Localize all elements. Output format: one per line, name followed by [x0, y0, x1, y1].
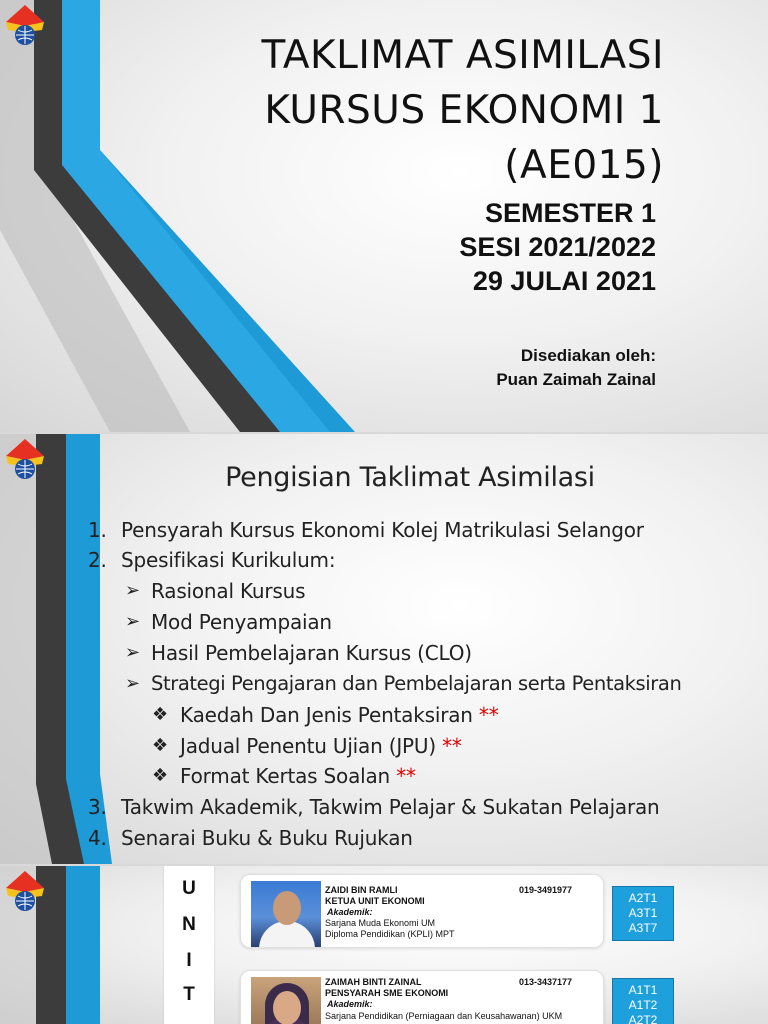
staff-role: KETUA UNIT EKONOMI	[325, 896, 425, 906]
group-code: A3T1	[628, 906, 658, 920]
staff-name: ZAIDI BIN RAMLI	[325, 885, 398, 895]
college-logo-icon	[2, 2, 48, 48]
group-code: A3T7	[628, 921, 658, 935]
asterisk-marker: **	[478, 703, 499, 727]
title-line-2: KURSUS EKONOMI 1	[264, 88, 664, 133]
staff-phone: 013-3437177	[519, 977, 573, 987]
staff-slide	[0, 866, 768, 1024]
diamond-bullet-icon: ❖	[152, 704, 168, 725]
presentation-title	[204, 28, 664, 193]
staff-role: PENSYARAH SME EKONOMI	[325, 988, 449, 998]
author-block	[336, 344, 656, 392]
item-text: Rasional Kursus	[151, 579, 306, 603]
item-text: Pensyarah Kursus Ekonomi Kolej Matrikulasi Selangor	[121, 518, 644, 542]
item-text: Format Kertas Soalan	[180, 764, 391, 788]
class-group-badge	[612, 978, 674, 1024]
semester-text: SEMESTER 1	[484, 198, 656, 228]
group-code: A2T1	[628, 891, 658, 905]
qualification: Sarjana Muda Ekonomi UM	[325, 918, 436, 928]
unit-vertical-label	[164, 866, 214, 1024]
item-text: Senarai Buku & Buku Rujukan	[121, 826, 413, 850]
unit-letter: U	[182, 878, 196, 899]
staff-phone: 019-3491977	[519, 885, 573, 895]
group-code: A1T2	[628, 998, 658, 1012]
class-group-badge	[612, 886, 674, 941]
item-text: Spesifikasi Kurikulum:	[121, 548, 336, 572]
staff-name: ZAIMAH BINTI ZAINAL	[325, 977, 422, 987]
asterisk-marker: **	[396, 764, 416, 788]
staff-card	[240, 874, 604, 948]
presentation-subtitle	[256, 196, 656, 298]
arrow-bullet-icon: ➢	[125, 673, 140, 694]
agenda-title: Pengisian Taklimat Asimilasi	[225, 462, 595, 493]
item-number: 2.	[88, 548, 107, 572]
item-text: Jadual Penentu Ujian (JPU)	[180, 734, 436, 758]
agenda-list	[0, 434, 768, 864]
prepared-by-label: Disediakan oleh:	[520, 346, 656, 365]
staff-card	[240, 970, 604, 1024]
unit-letter: T	[183, 984, 195, 1005]
group-code: A1T1	[628, 983, 658, 997]
arrow-bullet-icon: ➢	[125, 580, 140, 601]
title-line-3: (AE015)	[504, 143, 664, 188]
agenda-slide	[0, 434, 768, 864]
diamond-bullet-icon: ❖	[152, 735, 168, 756]
item-text: Kaedah Dan Jenis Pentaksiran	[180, 703, 473, 727]
arrow-bullet-icon: ➢	[125, 642, 140, 663]
item-number: 1.	[88, 518, 107, 542]
item-text: Strategi Pengajaran dan Pembelajaran serta Pentaksiran	[151, 672, 682, 695]
session-text: SESI 2021/2022	[459, 232, 656, 262]
item-number: 3.	[88, 795, 107, 819]
unit-letter: N	[182, 914, 196, 935]
item-number: 4.	[88, 826, 107, 850]
unit-letter: I	[186, 950, 192, 971]
academic-label: Akademik:	[327, 907, 373, 917]
qualification: Diploma Pendidikan (KPLI) MPT	[325, 929, 455, 939]
title-line-1: TAKLIMAT ASIMILASI	[261, 33, 664, 78]
college-logo-icon	[2, 868, 48, 914]
item-text: Takwim Akademik, Takwim Pelajar & Sukatan Pelajaran	[121, 795, 660, 819]
qualification: Sarjana Pendidikan (Perniagaan dan Keusahawanan) UKM	[325, 1011, 563, 1021]
item-text: Mod Penyampaian	[151, 610, 332, 634]
arrow-bullet-icon: ➢	[125, 611, 140, 632]
diamond-bullet-icon: ❖	[152, 765, 168, 786]
group-code: A2T2	[628, 1013, 658, 1024]
academic-label: Akademik:	[327, 999, 373, 1009]
staff-photo	[251, 977, 321, 1024]
item-text: Hasil Pembelajaran Kursus (CLO)	[151, 641, 472, 665]
author-name: Puan Zaimah Zainal	[496, 370, 656, 389]
asterisk-marker: **	[442, 734, 462, 758]
title-slide	[0, 0, 768, 432]
date-text: 29 JULAI 2021	[472, 266, 656, 296]
staff-photo	[251, 881, 321, 947]
